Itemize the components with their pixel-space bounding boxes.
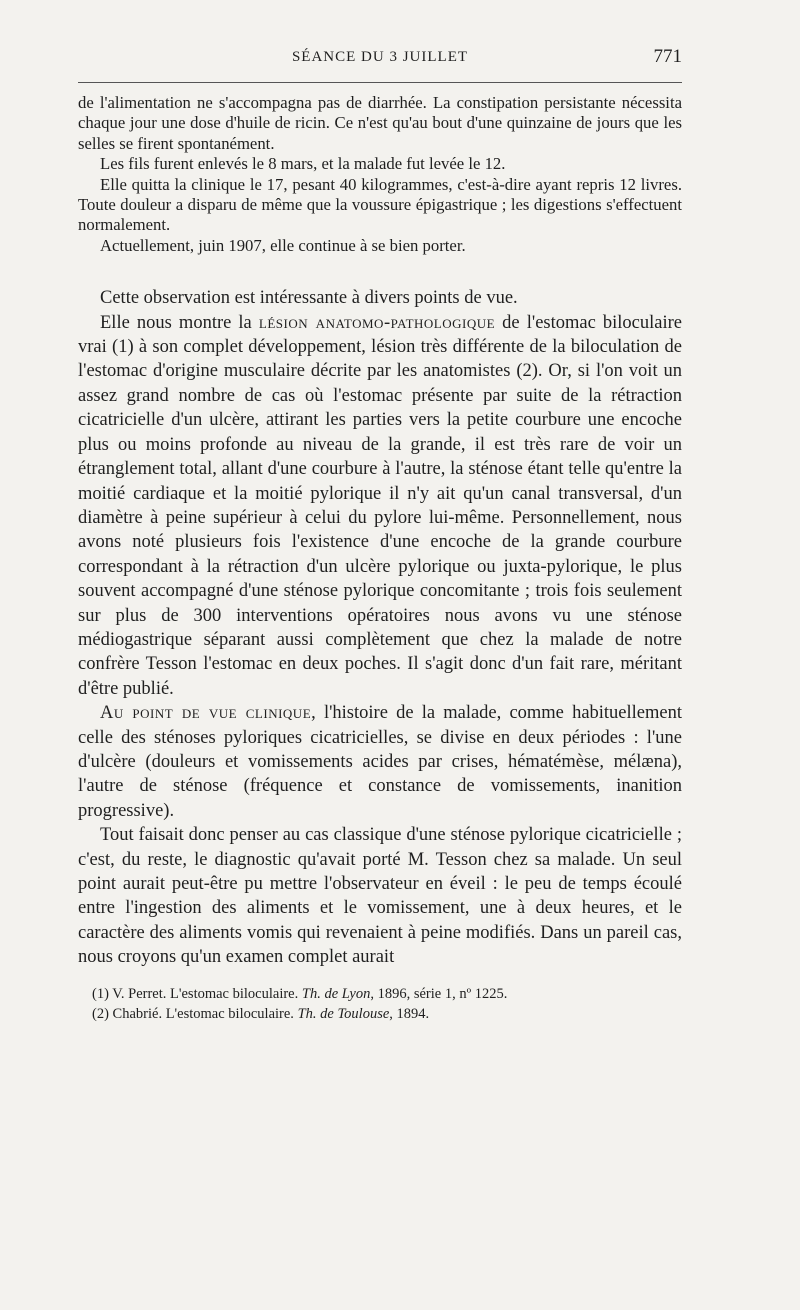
footnote-2-author: Chabrié. L'estomac biloculaire. xyxy=(112,1005,298,1022)
discussion-paragraph-2-lead: Elle nous montre la xyxy=(100,312,259,333)
footnote-1-number: (1) xyxy=(92,985,109,1002)
footnote-1-author: V. Perret. L'estomac biloculaire. xyxy=(112,985,302,1002)
footnotes xyxy=(78,984,682,1024)
page xyxy=(78,40,682,1280)
footnote-1 xyxy=(78,984,682,1004)
point-de-vue-clinique-heading: Au point de vue clinique xyxy=(100,703,312,724)
discussion-paragraph-3-body: , l'histoire de la malade, comme habituellement celle des sténoses pyloriques cicatricielles, se divise en deux périodes : l'une d'ulcère (douleurs et vomissements acides par crises, hématémèse, mélæna), l'autre de sténose (fréquence et constance de vomissements, inanition progressive). xyxy=(78,703,682,821)
footnote-2-number: (2) xyxy=(92,1005,109,1022)
observation-text xyxy=(78,93,682,256)
discussion-paragraph-1: Cette observation est intéressante à divers points de vue. xyxy=(100,288,518,309)
observation-paragraph-1: de l'alimentation ne s'accompagna pas de diarrhée. La constipation persistante nécessita chaque jour une dose d'huile de ricin. Ce n'est qu'au bout d'une quinzaine de jours que les selles se firent spontanément. xyxy=(78,93,682,153)
discussion-paragraph-2-body: de l'estomac biloculaire vrai (1) à son complet développement, lésion très différente de la biloculation de l'estomac d'origine musculaire décrite par les anatomistes (2). Or, si l'on voit un assez grand nombre de cas où l'estomac présente par suite de la rétraction cicatricielle d'un ulcère, attirant les parties vers la petite courbure une encoche plus ou moins profonde au niveau de la grande, il est très rare de voir un étranglement total, allant d'une courbure à l'autre, la sténose étant telle qu'entre la moitié cardiaque et la moitié pylorique il n'y ait qu'un canal transversal, d'un diamètre à peine supérieur à celui du pylore lui-même. Personnellement, nous avons noté plusieurs fois l'existence d'une encoche de la grande courbure correspondant à la rétraction d'un ulcère pylorique ou juxta-pylorique, le plus souvent accompagné d'une sténose pylorique concomitante ; trois fois seulement sur plus de 300 interventions opératoires nous avons vu une sténose médiogastrique séparant aussi complètement que chez la malade de notre confrère Tesson l'estomac en deux poches. Il s'agit donc d'un fait rare, méritant d'être publié. xyxy=(78,312,683,699)
observation-paragraph-4: Actuellement, juin 1907, elle continue à se bien porter. xyxy=(100,235,466,255)
footnote-2-details: , 1894. xyxy=(389,1005,430,1022)
discussion-text xyxy=(78,286,682,969)
lesion-anatomo-pathologique-heading: lésion anatomo-pathologique xyxy=(258,312,496,333)
discussion-paragraph-2 xyxy=(78,311,682,702)
footnote-2 xyxy=(78,1004,682,1024)
page-header xyxy=(78,40,682,83)
page-number: 771 xyxy=(653,46,682,67)
observation-paragraph-2: Les fils furent enlevés le 8 mars, et la malade fut levée le 12. xyxy=(100,154,506,174)
footnote-1-details: , 1896, série 1, nº 1225. xyxy=(370,985,508,1002)
footnote-2-thesis: Th. de Toulouse xyxy=(297,1005,390,1022)
running-title: SÉANCE DU 3 JUILLET xyxy=(291,49,469,65)
discussion-paragraph-4: Tout faisait donc penser au cas classique d'une sténose pylorique cicatricielle ; c'est, du reste, le diagnostic qu'avait porté M. Tesson chez sa malade. Un seul point aurait peut-être pu mettre l'observateur en éveil : le peu de temps écoulé entre l'ingestion des aliments et le vomissement, une à deux heures, et le caractère des aliments vomis qui revenaient à peine modifiés. Dans un pareil cas, nous croyons qu'un examen complet aurait xyxy=(78,825,682,968)
discussion-paragraph-3 xyxy=(78,701,682,823)
observation-paragraph-3: Elle quitta la clinique le 17, pesant 40 kilogrammes, c'est-à-dire ayant repris 12 livres. Toute douleur a disparu de même que la voussure épigastrique ; les digestions s'effectuent normalement. xyxy=(78,174,682,235)
footnote-1-thesis: Th. de Lyon xyxy=(301,985,371,1002)
